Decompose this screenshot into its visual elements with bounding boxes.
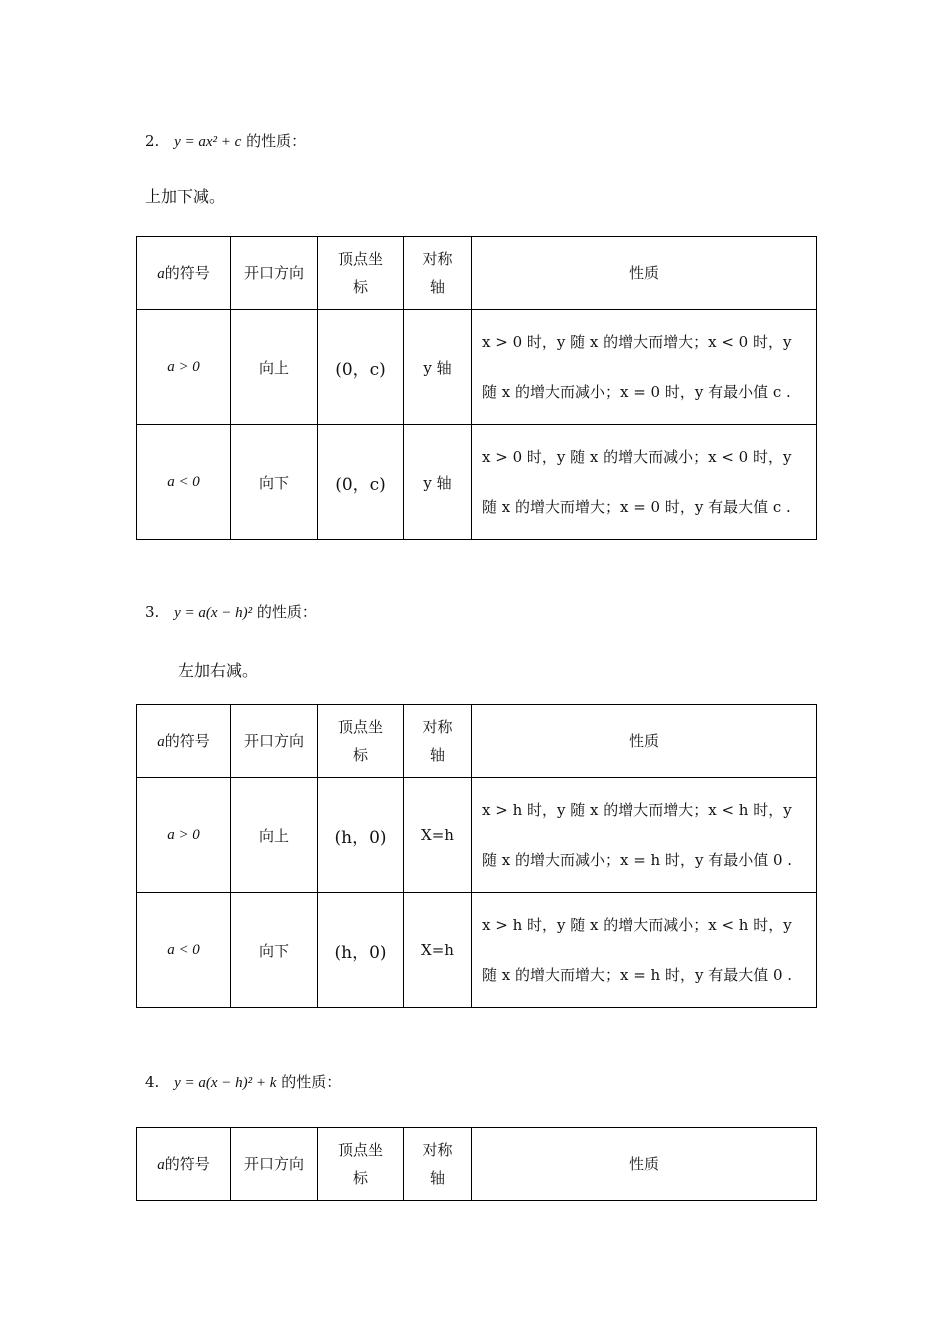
cell-vertex: (0，c) (318, 425, 404, 540)
cell-property (472, 310, 817, 425)
formula: y = ax² + c (174, 134, 242, 150)
section-4-table (136, 1127, 817, 1201)
header-prop: 性质 (472, 705, 817, 778)
table-row (137, 310, 817, 425)
table-header-row (137, 1128, 817, 1201)
property-line: x > 0 时，y 随 x 的增大而增大；x < 0 时，y (482, 333, 792, 351)
section-4-heading (145, 1071, 341, 1092)
table-row (137, 425, 817, 540)
property-line: 随 x 的增大而减小；x = h 时，y 有最小值 0 . (482, 851, 793, 869)
header-sign: a的符号 (137, 237, 231, 310)
property-line: x > h 时，y 随 x 的增大而增大；x < h 时，y (482, 801, 792, 819)
cell-sign: a < 0 (137, 425, 231, 540)
property-line: x > 0 时，y 随 x 的增大而减小；x < 0 时，y (482, 448, 792, 466)
header-open: 开口方向 (231, 1128, 318, 1201)
section-number: 2. (145, 132, 160, 150)
cell-open: 向下 (231, 893, 318, 1008)
cell-axis: y 轴 (404, 310, 472, 425)
header-vertex: 顶点坐标 (318, 1128, 404, 1201)
header-axis: 对称轴 (404, 1128, 472, 1201)
section-number: 4. (145, 1073, 160, 1091)
section-number: 3. (145, 603, 160, 621)
table-header-row (137, 237, 817, 310)
property-line: x > h 时，y 随 x 的增大而减小；x < h 时，y (482, 916, 792, 934)
cell-axis: X=h (404, 893, 472, 1008)
table-row (137, 893, 817, 1008)
cell-axis: y 轴 (404, 425, 472, 540)
cell-sign: a < 0 (137, 893, 231, 1008)
header-open: 开口方向 (231, 237, 318, 310)
cell-vertex: (h，0) (318, 778, 404, 893)
formula: y = a(x − h)² + k (174, 1075, 277, 1091)
section-2-heading (145, 130, 306, 151)
cell-vertex: (h，0) (318, 893, 404, 1008)
formula: y = a(x − h)² (174, 605, 253, 621)
header-sign: a的符号 (137, 705, 231, 778)
heading-suffix: 的性质： (246, 132, 307, 150)
heading-suffix: 的性质： (281, 1073, 342, 1091)
section-2-note: 上加下减。 (145, 187, 226, 206)
header-sign: a的符号 (137, 1128, 231, 1201)
cell-property (472, 425, 817, 540)
cell-sign: a > 0 (137, 778, 231, 893)
cell-sign: a > 0 (137, 310, 231, 425)
section-3-heading (145, 601, 317, 622)
cell-vertex: (0，c) (318, 310, 404, 425)
section-3-table (136, 704, 817, 1008)
cell-open: 向上 (231, 778, 318, 893)
header-axis: 对称轴 (404, 237, 472, 310)
property-line: 随 x 的增大而减小；x = 0 时，y 有最小值 c . (482, 383, 791, 401)
header-prop: 性质 (472, 1128, 817, 1201)
header-axis: 对称轴 (404, 705, 472, 778)
property-line: 随 x 的增大而增大；x = h 时，y 有最大值 0 . (482, 966, 793, 984)
cell-open: 向上 (231, 310, 318, 425)
table-row (137, 778, 817, 893)
section-3-note: 左加右减。 (178, 661, 259, 680)
cell-axis: X=h (404, 778, 472, 893)
header-vertex: 顶点坐标 (318, 705, 404, 778)
heading-suffix: 的性质： (256, 603, 317, 621)
table-header-row (137, 705, 817, 778)
header-prop: 性质 (472, 237, 817, 310)
header-vertex: 顶点坐标 (318, 237, 404, 310)
cell-property (472, 778, 817, 893)
property-line: 随 x 的增大而增大；x = 0 时，y 有最大值 c . (482, 498, 791, 516)
header-open: 开口方向 (231, 705, 318, 778)
cell-open: 向下 (231, 425, 318, 540)
cell-property (472, 893, 817, 1008)
section-2-table (136, 236, 817, 540)
